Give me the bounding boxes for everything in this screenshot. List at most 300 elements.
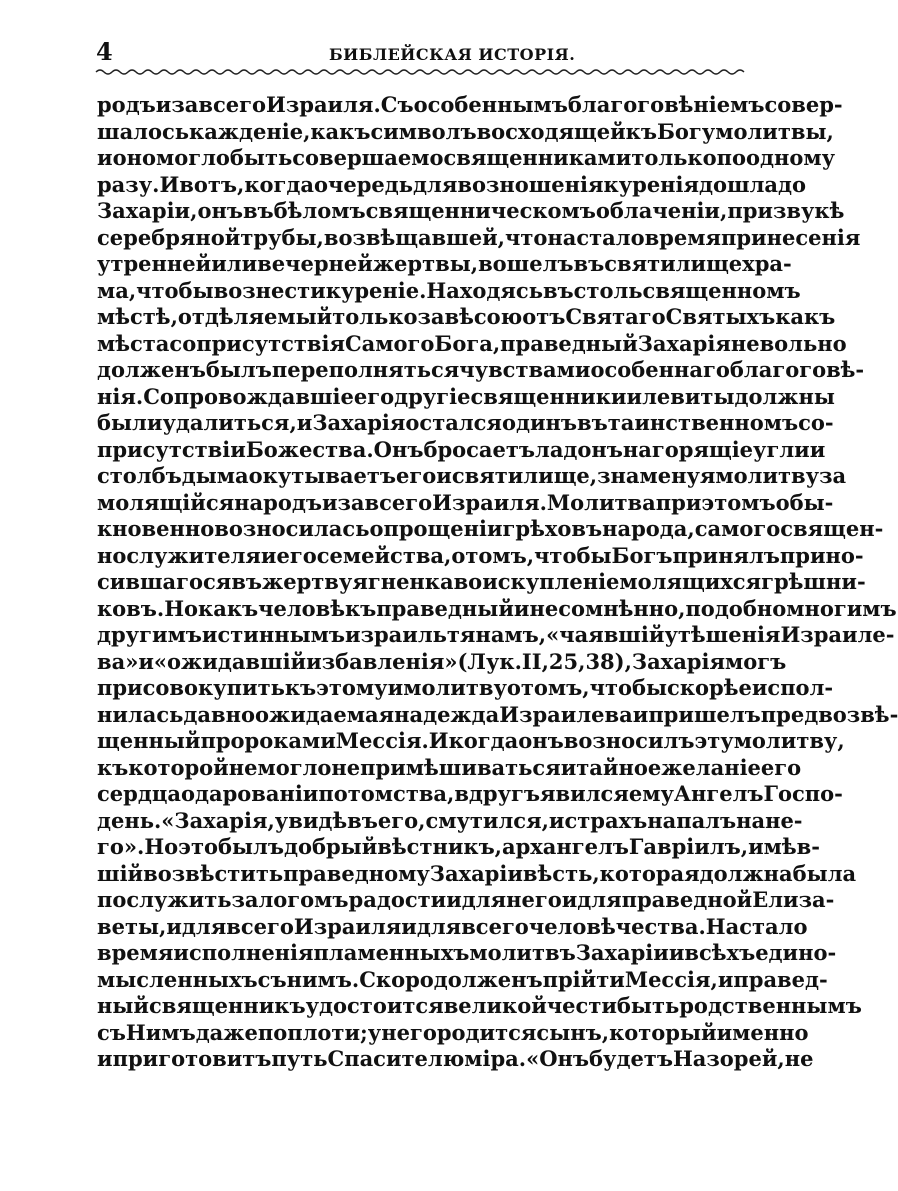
- word: Госпо-: [763, 781, 843, 806]
- word: страхъ: [564, 807, 648, 833]
- word: долженъ: [97, 357, 206, 382]
- word: могъ: [724, 648, 787, 674]
- text-line: [97, 648, 787, 676]
- word: по: [716, 145, 746, 170]
- text-line: [97, 277, 801, 305]
- word: когда: [244, 171, 314, 197]
- word: увидѣвъ: [274, 807, 378, 833]
- word: оно: [112, 145, 156, 170]
- word: «Захарія,: [161, 807, 275, 833]
- text-line: [97, 569, 866, 596]
- word: и: [321, 489, 338, 515]
- word: Израиля.: [266, 92, 381, 117]
- word: окутываетъ: [248, 463, 396, 488]
- word: угли: [753, 436, 810, 462]
- word: для: [461, 887, 507, 912]
- word: именно: [716, 1019, 809, 1045]
- word: отдѣляемый: [177, 304, 333, 329]
- word: Но: [144, 834, 179, 859]
- wavy-header-rule: [96, 67, 746, 77]
- word: человѣчества.: [528, 913, 706, 939]
- word: и: [668, 940, 685, 965]
- word: куреніе.: [325, 277, 427, 303]
- word: какъ: [310, 118, 371, 144]
- text-line: [97, 383, 835, 411]
- word: и: [809, 436, 826, 462]
- word: возвѣстить: [143, 860, 284, 886]
- word: его,: [377, 807, 426, 833]
- word: Но: [164, 595, 199, 621]
- word: звукѣ: [772, 198, 845, 223]
- word: Ангелъ: [673, 781, 764, 806]
- word: этомъ: [701, 489, 776, 515]
- word: остался: [405, 410, 502, 435]
- word: молитвъ: [469, 940, 576, 965]
- word: давноожидаемая: [183, 701, 395, 727]
- word: столь: [573, 277, 643, 303]
- text-line: [97, 118, 834, 146]
- word: особеннымъ: [413, 92, 568, 117]
- text-line: [97, 781, 843, 808]
- word: день.: [97, 807, 162, 833]
- word: Гавріилъ,: [628, 834, 749, 859]
- word: былъ: [217, 834, 284, 859]
- word: левиты: [642, 383, 735, 409]
- text-line: [97, 516, 884, 543]
- text-line: [97, 145, 836, 172]
- word: его: [760, 754, 802, 780]
- word: серебряной: [97, 224, 241, 250]
- word: тайное: [576, 754, 662, 780]
- page-number: 4: [96, 37, 113, 66]
- word: приготовитъ: [112, 1046, 272, 1071]
- text-line: [97, 966, 828, 994]
- word: за: [819, 463, 847, 488]
- word: принесенія: [720, 224, 861, 250]
- word: былъ: [205, 357, 272, 382]
- word: сившагося: [97, 569, 232, 594]
- word: предвозвѣ-: [760, 701, 898, 727]
- word: плоти;: [287, 1019, 368, 1045]
- word: смутился,: [425, 807, 549, 833]
- word: и: [436, 463, 452, 488]
- word: избавленія»: [306, 648, 458, 674]
- word: мысленныхъ: [97, 966, 258, 992]
- word: въ: [577, 410, 608, 435]
- word: у: [367, 1019, 382, 1045]
- word: «Онъ: [526, 1046, 589, 1071]
- word: возношенія: [457, 171, 604, 197]
- text-line: [97, 410, 834, 437]
- word: могло: [155, 145, 230, 170]
- text-line: [97, 913, 808, 941]
- word: какъ: [775, 304, 836, 329]
- word: Захаріи: [429, 860, 523, 886]
- word: знаменуя: [597, 463, 716, 488]
- word: была: [792, 860, 857, 886]
- word: надежда: [394, 701, 500, 727]
- word: и: [626, 383, 643, 409]
- word: Захаріи,: [97, 198, 198, 223]
- word: это: [178, 834, 218, 859]
- word: послужить: [97, 887, 232, 912]
- word: Съ: [380, 92, 414, 117]
- word: шалось: [97, 118, 190, 144]
- word: молитву,: [733, 728, 845, 753]
- word: разу.: [97, 171, 160, 197]
- word: при: [655, 489, 702, 515]
- word: вошелъ: [478, 251, 574, 276]
- word: священ-: [780, 516, 884, 541]
- word: пророками: [200, 728, 336, 753]
- word: нослужителя: [97, 542, 261, 568]
- text-line: [97, 171, 807, 199]
- word: II,: [521, 648, 549, 674]
- text-line: [97, 251, 792, 278]
- word: его: [396, 463, 437, 488]
- word: о: [506, 675, 521, 700]
- word: удостоится: [305, 993, 444, 1018]
- word: должна: [699, 860, 793, 886]
- word: невольно: [730, 330, 847, 356]
- word: всего: [226, 913, 294, 939]
- word: и: [97, 1046, 113, 1071]
- word: Захарія: [637, 330, 731, 356]
- word: быть: [229, 145, 293, 170]
- word: израильтянамъ,: [345, 622, 547, 647]
- word: скорѣе: [667, 675, 752, 700]
- word: присовокупить: [97, 675, 285, 700]
- word: чести: [546, 993, 617, 1018]
- word: который: [609, 1019, 717, 1045]
- word: Захаріи: [575, 940, 669, 965]
- text-line: [97, 622, 895, 649]
- word: молящихся: [619, 569, 762, 594]
- word: праведному: [283, 860, 430, 886]
- word: для: [416, 913, 462, 939]
- word: семейства,: [316, 542, 452, 568]
- word: Божества.: [245, 436, 374, 462]
- text-line: [97, 1019, 809, 1047]
- word: шій: [97, 860, 144, 886]
- word: «чаявшій: [546, 622, 665, 647]
- word: особеннаго: [590, 357, 730, 382]
- word: молитву: [715, 463, 820, 488]
- word: ладонъ: [535, 436, 623, 462]
- word: чтобы: [534, 542, 612, 568]
- word: даже: [195, 1019, 258, 1045]
- word: сынъ,: [536, 1019, 610, 1045]
- word: Спасителю: [327, 1046, 465, 1071]
- word: Нимъ: [125, 1019, 196, 1045]
- word: И: [159, 171, 180, 197]
- word: Израиля.: [432, 489, 547, 515]
- word: совер-: [764, 92, 843, 117]
- word: обы-: [775, 489, 834, 515]
- word: грѣшни-: [761, 569, 866, 594]
- word: и: [97, 145, 113, 170]
- text-line: [97, 357, 865, 384]
- word: потомства,: [318, 781, 455, 806]
- word: о: [451, 542, 466, 568]
- word: только: [631, 145, 717, 170]
- word: Святыхъ: [665, 304, 776, 329]
- word: правед-: [733, 966, 828, 992]
- word: съ: [257, 966, 287, 992]
- text-line: [97, 701, 898, 729]
- word: Самого: [344, 330, 435, 356]
- word: Мессія.: [335, 728, 429, 753]
- word: и: [560, 754, 577, 780]
- text-line: [97, 887, 835, 914]
- word: молящійся: [97, 489, 235, 515]
- word: благоговѣніемъ: [567, 92, 765, 117]
- word: какъ: [198, 595, 259, 621]
- word: и: [548, 807, 565, 833]
- text-line: [97, 993, 862, 1020]
- word: священниками: [443, 145, 632, 170]
- word: молитвы,: [715, 118, 834, 144]
- word: чтобы: [589, 675, 668, 700]
- word: и: [166, 913, 182, 939]
- word: время: [97, 940, 174, 965]
- word: нія.: [97, 383, 144, 409]
- word: жертву: [262, 569, 353, 594]
- word: добрый: [283, 834, 378, 859]
- word: священникъ: [149, 993, 306, 1018]
- word: Скоро: [359, 966, 434, 992]
- word: желаніе: [661, 754, 761, 780]
- word: Израиле-: [780, 622, 895, 647]
- word: кажденіе,: [189, 118, 311, 144]
- word: на: [622, 436, 652, 462]
- word: прино-: [779, 542, 864, 568]
- word: Богу: [656, 118, 716, 144]
- word: только: [332, 304, 418, 329]
- word: столбъ: [97, 463, 182, 488]
- word: въ: [242, 198, 274, 223]
- word: искупленіе: [482, 569, 620, 594]
- word: что: [504, 224, 548, 250]
- word: ва»: [97, 648, 139, 674]
- word: «ожидавшій: [153, 648, 307, 674]
- word: подобно: [685, 595, 787, 621]
- word: будетъ: [589, 1046, 673, 1071]
- word: должны: [734, 383, 835, 409]
- word: до: [778, 171, 807, 197]
- word: утренней: [97, 251, 212, 276]
- word: о: [180, 781, 195, 806]
- word: куренія: [603, 171, 700, 197]
- word: мѣста: [97, 330, 170, 356]
- word: Захарія: [312, 410, 406, 435]
- text-line: [97, 940, 837, 967]
- word: и: [561, 887, 578, 912]
- word: переполняться: [271, 357, 460, 382]
- word: чувствами: [459, 357, 591, 382]
- word: родъ: [97, 92, 156, 117]
- word: пламенныхъ: [313, 940, 470, 965]
- word: за: [171, 92, 199, 117]
- word: и: [513, 595, 530, 621]
- text-line: [97, 92, 843, 119]
- word: присутствіи: [97, 436, 246, 462]
- text-line: [97, 542, 864, 570]
- word: Израиля: [293, 913, 402, 939]
- word: родится: [436, 1019, 537, 1045]
- word: него: [506, 887, 562, 912]
- word: и: [138, 648, 154, 674]
- word: его: [276, 542, 317, 568]
- word: при: [727, 198, 773, 223]
- word: и: [260, 542, 277, 568]
- text-line: [97, 198, 845, 225]
- text-line: [97, 463, 847, 490]
- word: благоговѣ-: [729, 357, 865, 382]
- word: бросаетъ: [423, 436, 536, 462]
- word: великой: [443, 993, 547, 1018]
- word: примѣшиваться: [360, 754, 561, 780]
- word: символъ: [370, 118, 477, 144]
- word: всего: [461, 913, 529, 939]
- word: за: [337, 489, 365, 515]
- word: вдругъ: [454, 781, 541, 806]
- word: народъ: [234, 489, 322, 515]
- word: утѣшенія: [664, 622, 781, 647]
- word: по: [257, 1019, 288, 1045]
- word: Находясь: [426, 277, 543, 303]
- word: радости: [348, 887, 447, 912]
- word: щенный: [97, 728, 201, 753]
- text-line: [97, 595, 897, 623]
- word: на: [736, 807, 766, 833]
- word: облаченіи,: [595, 198, 728, 223]
- word: молитву: [403, 675, 507, 700]
- word: онъ: [197, 198, 243, 223]
- word: вознести: [213, 277, 326, 303]
- word: многимъ: [786, 595, 897, 621]
- word: Назорей,: [672, 1046, 785, 1071]
- body-text: [97, 92, 898, 1073]
- word: 38),: [585, 648, 632, 674]
- word: 25,: [548, 648, 586, 674]
- word: могло: [257, 754, 332, 780]
- word: Сопровождавшіе: [143, 383, 354, 409]
- word: восходящей: [476, 118, 626, 144]
- word: всего: [198, 92, 267, 117]
- text-line: [97, 489, 834, 517]
- word: человѣкъ: [258, 595, 377, 621]
- word: явился: [540, 781, 629, 806]
- word: мѣстѣ,: [97, 304, 178, 329]
- word: ему: [628, 781, 674, 806]
- word: прощеніи: [383, 516, 503, 541]
- word: ковъ.: [97, 595, 165, 621]
- running-title: БИБЛЕЙСКАЯ ИСТОРІЯ.: [329, 45, 576, 64]
- word: и: [401, 913, 417, 939]
- word: путь: [271, 1046, 328, 1071]
- word: трубы,: [240, 224, 324, 250]
- word: одному: [746, 145, 836, 170]
- word: Бога,: [434, 330, 501, 356]
- word: (Лук.: [457, 648, 522, 674]
- word: веты,: [97, 913, 167, 939]
- text-line: [97, 807, 803, 835]
- word: не: [784, 1046, 814, 1071]
- word: Захарія: [631, 648, 725, 674]
- word: другимъ: [97, 622, 202, 647]
- word: были: [97, 410, 163, 435]
- word: этому: [316, 675, 388, 700]
- word: одинъ: [501, 410, 577, 435]
- word: праведный: [376, 595, 514, 621]
- word: святилище: [604, 251, 743, 276]
- word: когда: [448, 728, 519, 753]
- word: возносилъ: [563, 728, 695, 753]
- word: всего: [364, 489, 433, 515]
- word: къ: [284, 675, 317, 700]
- word: томъ,: [465, 542, 535, 568]
- word: священники: [470, 383, 627, 409]
- word: настало: [547, 224, 645, 250]
- word: или: [211, 251, 258, 276]
- word: Елиза-: [752, 887, 835, 912]
- word: прійти: [542, 966, 625, 992]
- word: праведной: [621, 887, 753, 912]
- word: дошла: [699, 171, 779, 197]
- text-line: [97, 754, 802, 782]
- word: совершаемо: [292, 145, 444, 170]
- word: въ: [542, 277, 574, 303]
- word: и: [387, 675, 404, 700]
- word: возносилась: [214, 516, 370, 541]
- word: кновенно: [97, 516, 215, 541]
- word: долженъ: [433, 966, 543, 992]
- word: И: [428, 728, 449, 753]
- word: принялъ: [672, 542, 780, 568]
- word: нимъ.: [286, 966, 360, 992]
- word: и: [632, 701, 649, 727]
- word: другіе: [394, 383, 471, 409]
- word: дыма: [181, 463, 249, 488]
- word: вѣстникъ,: [377, 834, 502, 859]
- word: Настало: [705, 913, 808, 939]
- word: хра-: [742, 251, 792, 276]
- word: жертвы,: [372, 251, 479, 276]
- word: священномъ: [642, 277, 801, 303]
- word: отъ: [522, 304, 566, 329]
- word: го».: [97, 834, 145, 859]
- word: исполненія: [173, 940, 314, 965]
- word: архангелъ: [501, 834, 629, 859]
- word: въ: [231, 569, 263, 594]
- word: народа,: [602, 516, 695, 541]
- word: истиннымъ: [201, 622, 346, 647]
- word: ный: [97, 993, 149, 1018]
- word: горящіе: [651, 436, 754, 462]
- word: не-: [765, 807, 803, 833]
- word: грѣховъ: [502, 516, 603, 541]
- word: священническомъ: [365, 198, 596, 223]
- word: въ: [573, 251, 605, 276]
- word: о: [369, 516, 384, 541]
- word: для: [181, 913, 227, 939]
- word: пришелъ: [648, 701, 761, 727]
- word: Молитва: [546, 489, 656, 515]
- word: возвѣщавшей,: [323, 224, 505, 250]
- word: и: [296, 410, 313, 435]
- word: самого: [694, 516, 781, 541]
